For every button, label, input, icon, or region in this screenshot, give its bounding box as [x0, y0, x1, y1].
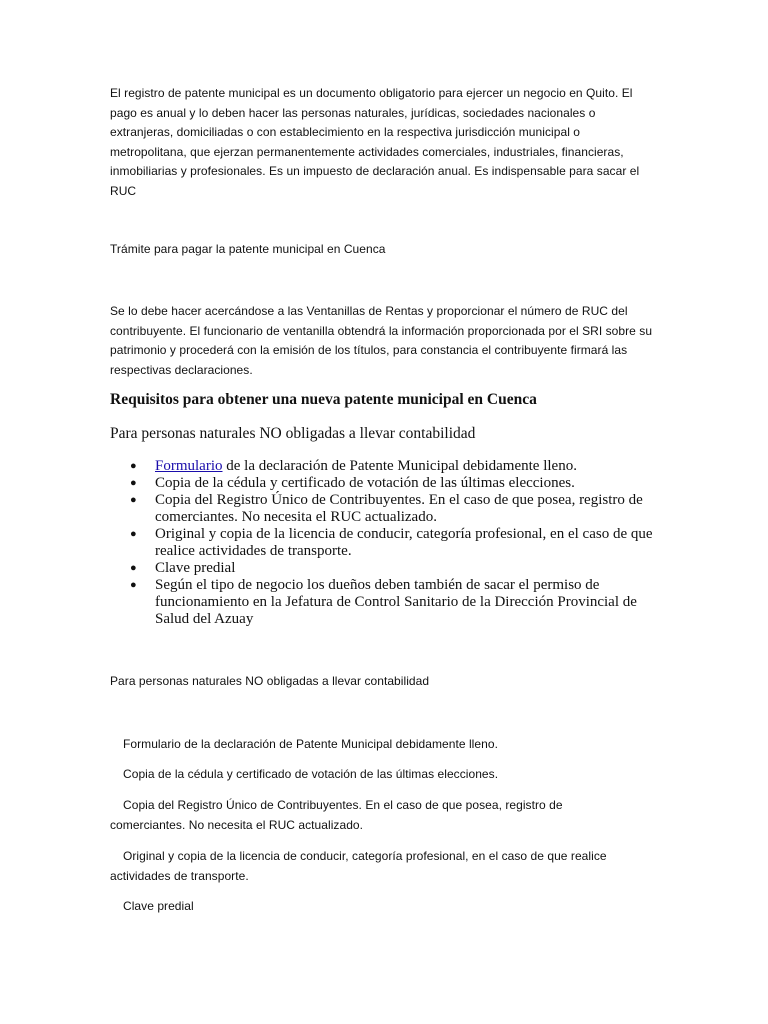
- repeat-item: [110, 765, 670, 785]
- repeat-item-continuation: comerciantes. No necesita el RUC actualizado.: [110, 817, 364, 832]
- repeat-item-text: Clave predial: [123, 899, 194, 913]
- repeat-item: [110, 735, 670, 755]
- list-item: [130, 475, 665, 492]
- formulario-link[interactable]: Formulario: [155, 458, 223, 474]
- repeat-item-text: Copia del Registro Único de Contribuyentes. En el caso de que posea, registro de: [123, 798, 563, 812]
- bullet-icon: ●: [130, 494, 137, 506]
- repeat-item-text: Original y copia de la licencia de conducir, categoría profesional, en el caso de que realice: [123, 849, 607, 863]
- repeat-item-continuation: actividades de transporte.: [110, 868, 249, 883]
- list-item-text: de la declaración de Patente Municipal debidamente lleno.: [222, 458, 577, 474]
- requisitos-list: [130, 458, 665, 628]
- list-item-text: Copia de la cédula y certificado de votación de las últimas elecciones.: [155, 475, 575, 491]
- repeat-item-text: Copia de la cédula y certificado de votación de las últimas elecciones.: [123, 767, 499, 781]
- bullet-icon: ●: [130, 528, 137, 540]
- repeat-item: [110, 897, 670, 917]
- list-item: [130, 526, 665, 560]
- list-item-text: Según el tipo de negocio los dueños deben también de sacar el permiso de funcionamiento en la Jefatura de Control Sanitario de la Dirección Provincial de Salud del Azuay: [155, 577, 637, 627]
- requisitos-subheading: Para personas naturales NO obligadas a llevar contabilidad: [110, 425, 476, 442]
- repeat-heading: Para personas naturales NO obligadas a llevar contabilidad: [110, 674, 430, 688]
- list-item: [130, 458, 665, 475]
- list-item-text: Clave predial: [155, 560, 236, 576]
- requisitos-heading: Requisitos para obtener una nueva patente municipal en Cuenca: [110, 391, 537, 408]
- list-item: [130, 492, 665, 526]
- list-item-text: Original y copia de la licencia de conducir, categoría profesional, en el caso de que realice actividades de transporte.: [155, 526, 653, 559]
- repeat-item: [110, 847, 670, 886]
- repeat-item-text: Formulario de la declaración de Patente Municipal debidamente lleno.: [123, 737, 498, 751]
- tramite-heading: Trámite para pagar la patente municipal en Cuenca: [110, 242, 386, 256]
- tramite-paragraph: Se lo debe hacer acercándose a las Ventanillas de Rentas y proporcionar el número de RUC del contribuyente. El funcionario de ventanilla obtendrá la información proporcionada por el SRI sobre su patrimonio y procederá con la emisión de los títulos, para constancia el contribuyente firmará las respectivas declaraciones.: [110, 304, 653, 377]
- list-item: [130, 560, 665, 577]
- intro-paragraph: El registro de patente municipal es un documento obligatorio para ejercer un negocio en Quito. El pago es anual y lo deben hacer las personas naturales, jurídicas, sociedades nacionales o extranjeras, domiciliadas o con establecimiento en la respectiva jurisdicción municipal o metropolitana, que ejerzan permanentemente actividades comerciales, industriales, financieras, inmobiliarias y profesionales. Es un impuesto de declaración anual. Es indispensable para sacar el RUC: [110, 86, 640, 198]
- bullet-icon: ●: [130, 460, 137, 472]
- list-item: [130, 577, 665, 628]
- list-item-text: Copia del Registro Único de Contribuyentes. En el caso de que posea, registro de comerciantes. No necesita el RUC actualizado.: [155, 492, 643, 525]
- bullet-icon: ●: [130, 477, 137, 489]
- bullet-icon: ●: [130, 579, 137, 591]
- repeat-item: [110, 796, 670, 835]
- bullet-icon: ●: [130, 562, 137, 574]
